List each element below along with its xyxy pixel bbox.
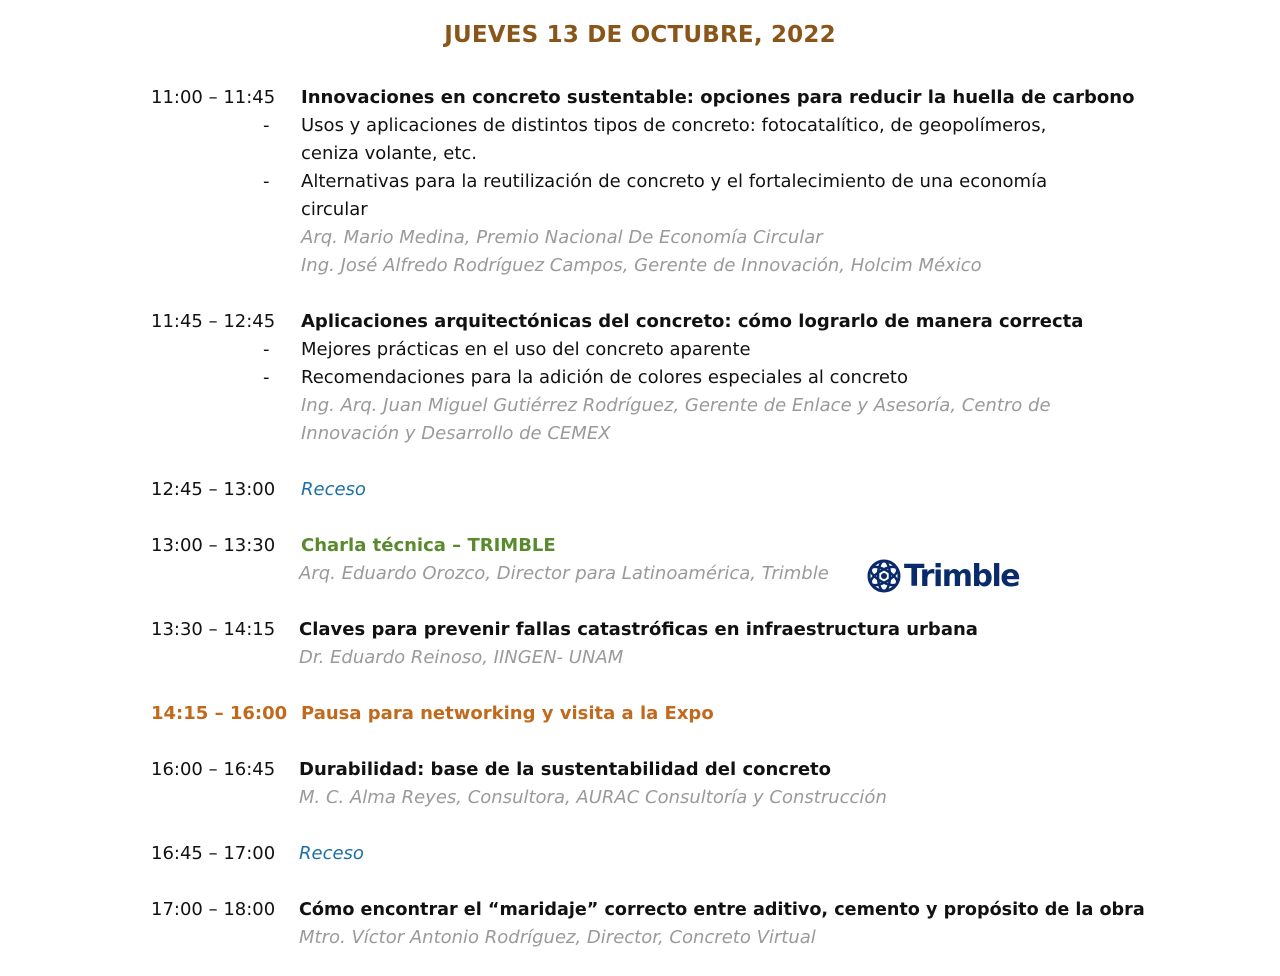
bullet-dash: -: [263, 115, 270, 136]
bullet-dash: -: [263, 367, 270, 388]
bullet-text: Alternativas para la reutilización de concreto y el fortalecimiento de una economía: [301, 171, 1048, 192]
session-time: 13:30 – 14:15: [151, 619, 276, 640]
speaker: Arq. Mario Medina, Premio Nacional De Economía Circular: [301, 227, 823, 248]
session-title: Aplicaciones arquitectónicas del concreto: cómo lograrlo de manera correcta: [301, 311, 1084, 332]
speaker: Mtro. Víctor Antonio Rodríguez, Director, Concreto Virtual: [299, 927, 816, 948]
session-title: Charla técnica – TRIMBLE: [301, 535, 556, 556]
session-title: Cómo encontrar el “maridaje” correcto entre aditivo, cemento y propósito de la obra: [299, 900, 1145, 920]
trimble-logo-text: Trimble: [904, 558, 1020, 594]
break-label: Receso: [299, 843, 364, 864]
session-time: 13:00 – 13:30: [151, 535, 276, 556]
session-time: 11:00 – 11:45: [151, 87, 276, 108]
speaker: Innovación y Desarrollo de CEMEX: [301, 423, 611, 444]
speaker: Dr. Eduardo Reinoso, IINGEN- UNAM: [299, 647, 624, 668]
bullet-text: Mejores prácticas en el uso del concreto aparente: [301, 339, 751, 360]
trimble-globe-icon: [866, 558, 902, 594]
bullet-text: Recomendaciones para la adición de colores especiales al concreto: [301, 367, 908, 388]
bullet-dash: -: [263, 171, 270, 192]
session-time: 12:45 – 13:00: [151, 479, 276, 500]
session-time: 11:45 – 12:45: [151, 311, 276, 332]
session-time: 16:45 – 17:00: [151, 843, 276, 864]
session-title: Innovaciones en concreto sustentable: opciones para reducir la huella de carbono: [301, 87, 1135, 108]
session-time: 16:00 – 16:45: [151, 759, 276, 780]
trimble-logo: [866, 556, 1019, 596]
bullet-text: ceniza volante, etc.: [301, 143, 478, 164]
break-label: Receso: [301, 479, 366, 500]
session-time: 14:15 – 16:00: [151, 703, 288, 724]
session-title: Durabilidad: base de la sustentabilidad del concreto: [299, 759, 832, 780]
speaker: Arq. Eduardo Orozco, Director para Latinoamérica, Trimble: [299, 563, 829, 584]
bullet-text: circular: [301, 199, 368, 220]
bullet-text: Usos y aplicaciones de distintos tipos de concreto: fotocatalítico, de geopolímeros,: [301, 115, 1047, 136]
speaker: Ing. Arq. Juan Miguel Gutiérrez Rodríguez, Gerente de Enlace y Asesoría, Centro de: [301, 395, 1051, 416]
bullet-dash: -: [263, 339, 270, 360]
speaker: Ing. José Alfredo Rodríguez Campos, Gerente de Innovación, Holcim México: [301, 255, 982, 276]
speaker: M. C. Alma Reyes, Consultora, AURAC Consultoría y Construcción: [299, 787, 887, 808]
page-title: JUEVES 13 DE OCTUBRE, 2022: [444, 22, 836, 48]
session-title: Claves para prevenir fallas catastróficas en infraestructura urbana: [299, 619, 978, 640]
session-time: 17:00 – 18:00: [151, 899, 276, 920]
session-title: Pausa para networking y visita a la Expo: [301, 703, 714, 724]
